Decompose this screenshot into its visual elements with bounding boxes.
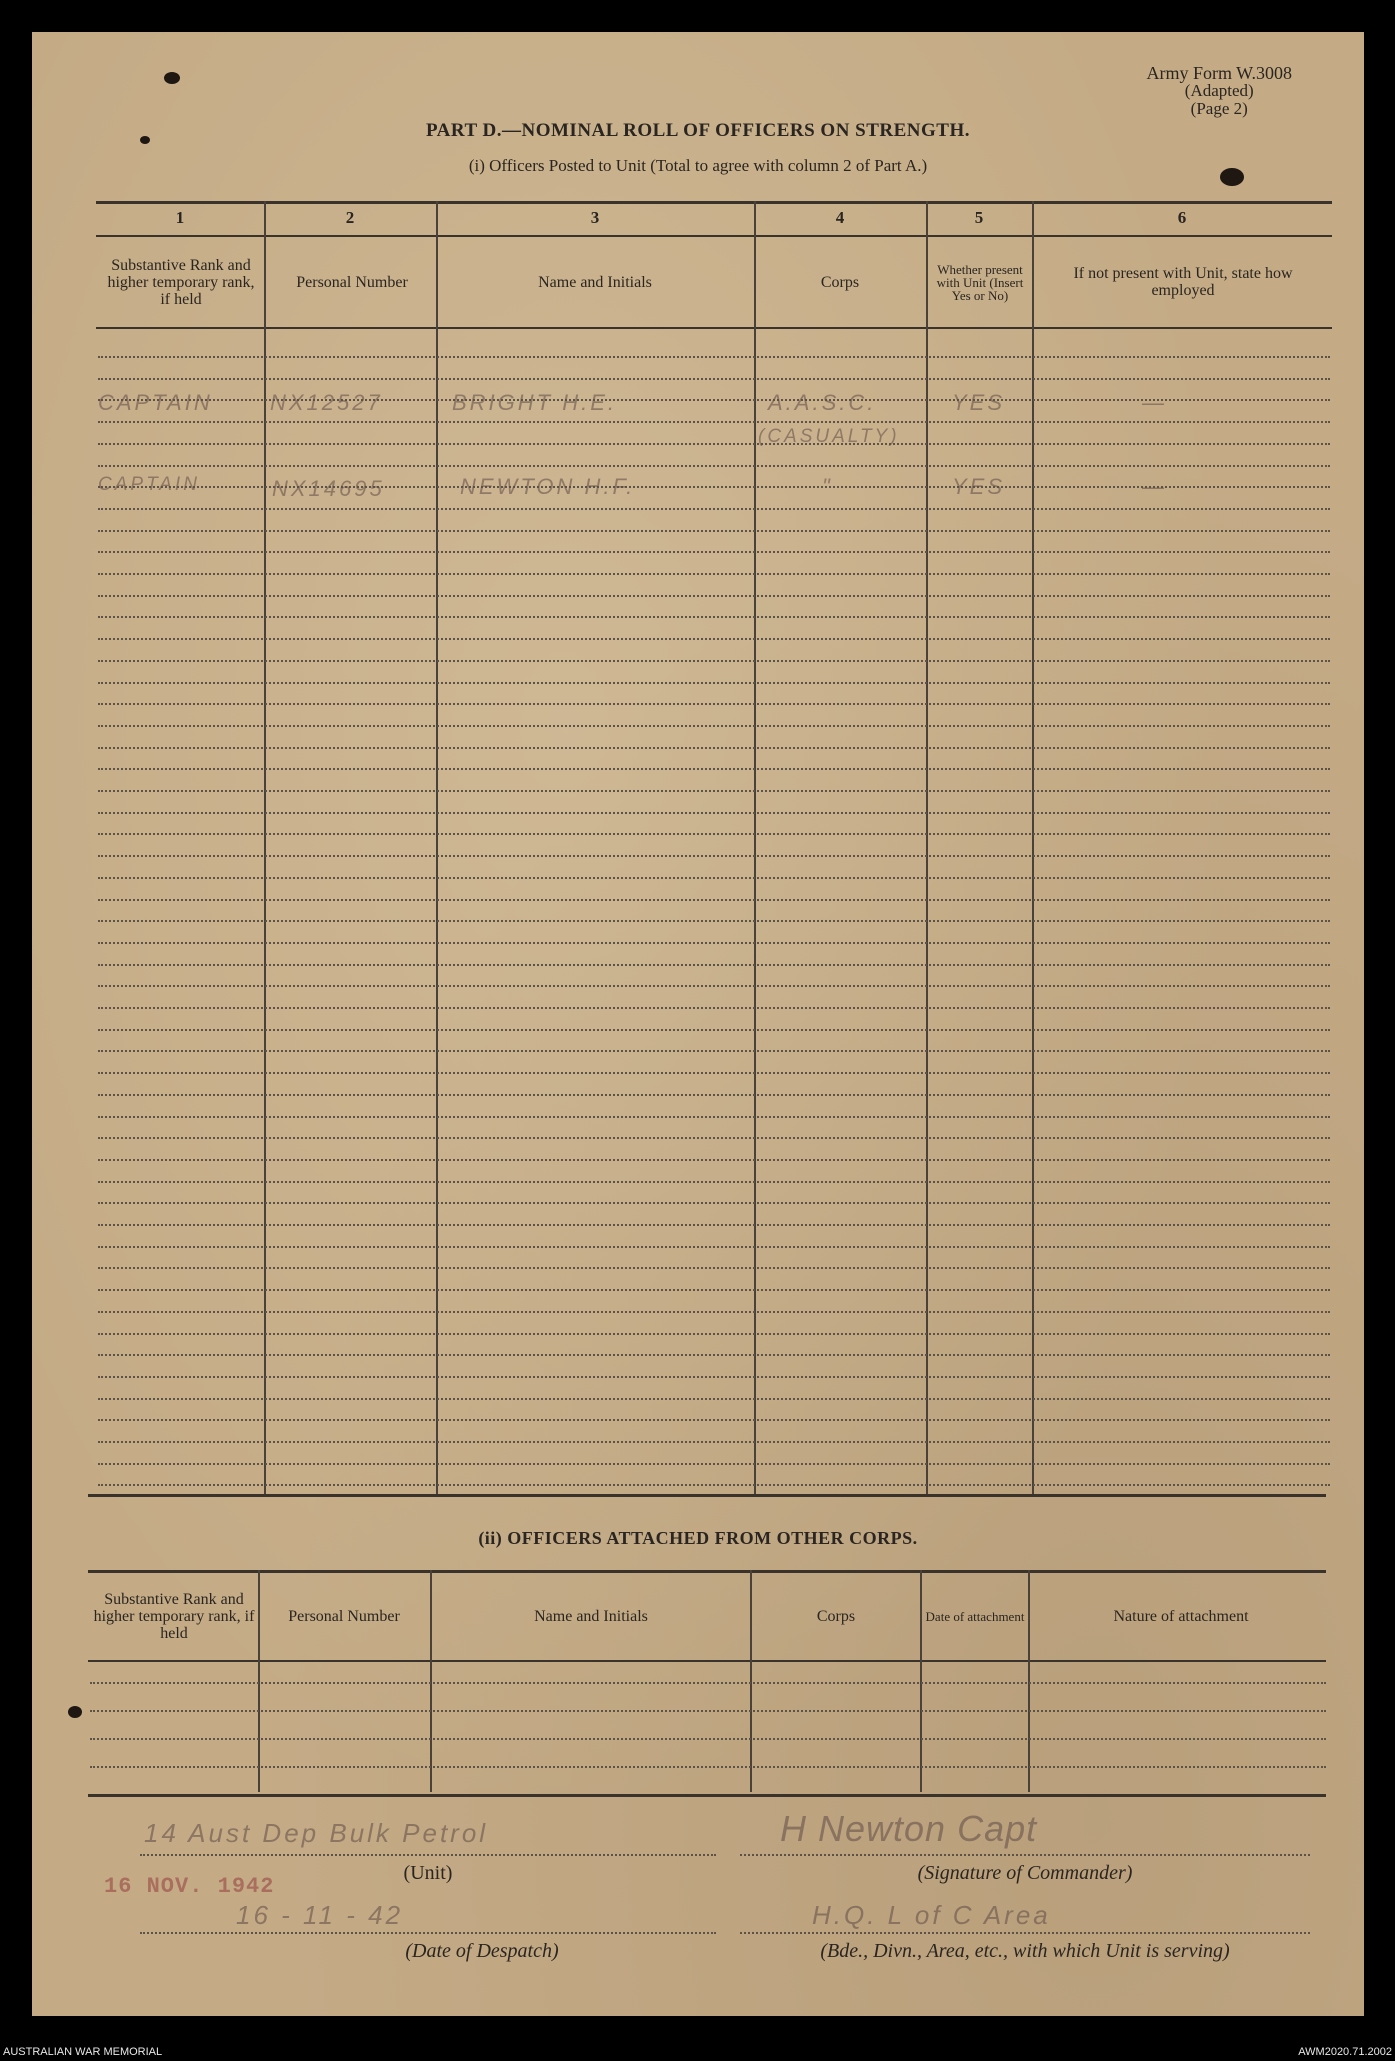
ruled-line bbox=[98, 1354, 1330, 1356]
ruled-line bbox=[98, 616, 1330, 618]
formation-value: H.Q. L of C Area bbox=[812, 1900, 1051, 1930]
header-rank: Substantive Rank and higher temporary rank, if held bbox=[93, 1590, 255, 1642]
ruled-line bbox=[98, 920, 1330, 922]
ruled-line bbox=[98, 1311, 1330, 1313]
ruled-line bbox=[98, 725, 1330, 727]
archive-reference: AWM2020.71.2002 bbox=[1298, 2046, 1392, 2058]
ruled-line bbox=[98, 530, 1330, 532]
column-divider bbox=[430, 1570, 432, 1792]
ruled-line bbox=[98, 595, 1330, 597]
ruled-line bbox=[98, 1050, 1330, 1052]
entry-present: YES bbox=[952, 474, 1006, 499]
entry-employed: — bbox=[1142, 474, 1167, 499]
column-divider bbox=[436, 201, 438, 1494]
header-personal-number: Personal Number bbox=[288, 1607, 400, 1625]
form-identifier bbox=[1146, 64, 1292, 118]
table-bottom-rule bbox=[88, 1794, 1326, 1797]
column-number: 4 bbox=[835, 208, 845, 227]
punch-hole bbox=[164, 72, 180, 84]
ruled-line bbox=[98, 573, 1330, 575]
archive-name: AUSTRALIAN WAR MEMORIAL bbox=[3, 2046, 163, 2058]
header-bottom-rule bbox=[96, 327, 1332, 329]
ruled-line bbox=[98, 1159, 1330, 1161]
ruled-line bbox=[98, 682, 1330, 684]
ruled-line bbox=[98, 877, 1330, 879]
header-rank: Substantive Rank and higher temporary rank, if held bbox=[107, 256, 255, 308]
column-number: 5 bbox=[974, 208, 984, 227]
entry-corps: A.A.S.C. bbox=[768, 390, 877, 415]
formation-label: (Bde., Divn., Area, etc., with which Unit is serving) bbox=[820, 1940, 1230, 1962]
ruled-line bbox=[98, 378, 1330, 380]
date-stamp: 16 NOV. 1942 bbox=[104, 1874, 275, 1899]
ruled-line bbox=[98, 1029, 1330, 1031]
date-label: (Date of Despatch) bbox=[405, 1940, 559, 1962]
header-whether-present: Whether present with Unit (Insert Yes or No) bbox=[936, 261, 1024, 303]
unit-label: (Unit) bbox=[403, 1862, 453, 1884]
entry-name: BRIGHT H.E. bbox=[452, 390, 618, 415]
header-corps: Corps bbox=[820, 273, 860, 291]
archive-footer bbox=[0, 2044, 1395, 2061]
ruled-line bbox=[98, 443, 1330, 445]
ruled-line bbox=[98, 1072, 1330, 1074]
ruled-line bbox=[98, 1116, 1330, 1118]
ruled-line bbox=[98, 1463, 1330, 1465]
header-name-initials: Name and Initials bbox=[534, 1607, 648, 1625]
entry-personal-number: NX12527 bbox=[270, 390, 383, 415]
ruled-line bbox=[98, 1441, 1330, 1443]
column-number: 6 bbox=[1177, 208, 1187, 227]
date-dotted-line bbox=[140, 1932, 716, 1934]
ruled-line bbox=[98, 508, 1330, 510]
ruled-line bbox=[98, 1007, 1330, 1009]
entry-corps: " bbox=[822, 474, 833, 499]
table-bottom-rule bbox=[88, 1494, 1326, 1497]
header-nature-attachment: Nature of attachment bbox=[1113, 1607, 1249, 1625]
ruled-line bbox=[98, 790, 1330, 792]
form-adapted: (Adapted) bbox=[1184, 81, 1254, 100]
column-divider bbox=[920, 1570, 922, 1792]
ruled-line bbox=[98, 421, 1330, 423]
table-top-rule bbox=[96, 201, 1332, 204]
part-d-ii-title: (ii) OFFICERS ATTACHED FROM OTHER CORPS. bbox=[478, 1528, 918, 1548]
ruled-line bbox=[98, 1202, 1330, 1204]
form-page bbox=[32, 32, 1364, 2016]
ruled-line bbox=[90, 1710, 1326, 1712]
ruled-line bbox=[98, 1224, 1330, 1226]
ruled-line bbox=[98, 964, 1330, 966]
ruled-line bbox=[98, 356, 1330, 358]
ruled-line bbox=[98, 1484, 1330, 1486]
ruled-line bbox=[98, 1398, 1330, 1400]
column-divider bbox=[750, 1570, 752, 1792]
entry-present: YES bbox=[952, 390, 1006, 415]
form-page-number: (Page 2) bbox=[1190, 99, 1248, 118]
header-date-attachment: Date of attachment bbox=[925, 1608, 1025, 1624]
ruled-line bbox=[98, 985, 1330, 987]
column-divider bbox=[754, 201, 756, 1494]
header-bottom-rule bbox=[88, 1660, 1326, 1662]
header-number-rule bbox=[96, 235, 1332, 237]
ruled-line bbox=[98, 1181, 1330, 1183]
entry-personal-number: NX14695 bbox=[272, 476, 385, 501]
column-divider bbox=[258, 1570, 260, 1792]
unit-value: 14 Aust Dep Bulk Petrol bbox=[144, 1818, 489, 1848]
part-d-subtitle: (i) Officers Posted to Unit (Total to agree with column 2 of Part A.) bbox=[468, 156, 928, 175]
ruled-line bbox=[98, 1094, 1330, 1096]
ruled-line bbox=[98, 1267, 1330, 1269]
ruled-line bbox=[90, 1738, 1326, 1740]
ruled-line bbox=[98, 551, 1330, 553]
ruled-line bbox=[98, 1289, 1330, 1291]
entry-name: NEWTON H.F. bbox=[460, 474, 636, 499]
ruled-line bbox=[98, 1137, 1330, 1139]
column-number: 1 bbox=[175, 208, 185, 227]
ruled-line bbox=[98, 1333, 1330, 1335]
ruled-line bbox=[98, 833, 1330, 835]
ruled-line bbox=[98, 465, 1330, 467]
ruled-line bbox=[98, 1419, 1330, 1421]
ruled-line bbox=[90, 1682, 1326, 1684]
ruled-line bbox=[98, 899, 1330, 901]
ruled-line bbox=[98, 768, 1330, 770]
column-number: 2 bbox=[345, 208, 355, 227]
column-divider bbox=[1032, 201, 1034, 1494]
signature-value: H Newton Capt bbox=[780, 1808, 1038, 1849]
table-top-rule bbox=[88, 1570, 1326, 1573]
part-d-title: PART D.—NOMINAL ROLL OF OFFICERS ON STRENGTH. bbox=[425, 120, 971, 141]
ruled-line bbox=[98, 660, 1330, 662]
ruled-line bbox=[98, 855, 1330, 857]
header-personal-number: Personal Number bbox=[296, 273, 408, 291]
ruled-line bbox=[98, 703, 1330, 705]
signature-dotted-line bbox=[740, 1854, 1310, 1856]
entry-employed: — bbox=[1142, 390, 1167, 415]
ruled-line bbox=[98, 747, 1330, 749]
formation-dotted-line bbox=[740, 1932, 1310, 1934]
ruled-line bbox=[98, 1246, 1330, 1248]
form-number: Army Form W.3008 bbox=[1146, 63, 1292, 83]
entry-corps-note: (CASUALTY) bbox=[758, 426, 900, 447]
signature-label: (Signature of Commander) bbox=[917, 1862, 1133, 1884]
header-corps: Corps bbox=[816, 1607, 856, 1625]
ruled-line bbox=[90, 1766, 1326, 1768]
header-name-initials: Name and Initials bbox=[538, 273, 652, 291]
ruled-line bbox=[98, 638, 1330, 640]
date-value: 16 - 11 - 42 bbox=[236, 1900, 404, 1930]
ruled-line bbox=[98, 1376, 1330, 1378]
unit-dotted-line bbox=[140, 1854, 716, 1856]
column-divider bbox=[926, 201, 928, 1494]
punch-hole bbox=[68, 1706, 82, 1718]
ruled-line bbox=[98, 812, 1330, 814]
ruled-line bbox=[98, 942, 1330, 944]
column-divider bbox=[1028, 1570, 1030, 1792]
entry-rank: CAPTAIN bbox=[98, 390, 213, 415]
entry-rank: CAPTAIN bbox=[98, 474, 200, 495]
column-divider bbox=[264, 201, 266, 1494]
column-number: 3 bbox=[590, 208, 600, 227]
header-if-not-present: If not present with Unit, state how employed bbox=[1073, 265, 1293, 299]
